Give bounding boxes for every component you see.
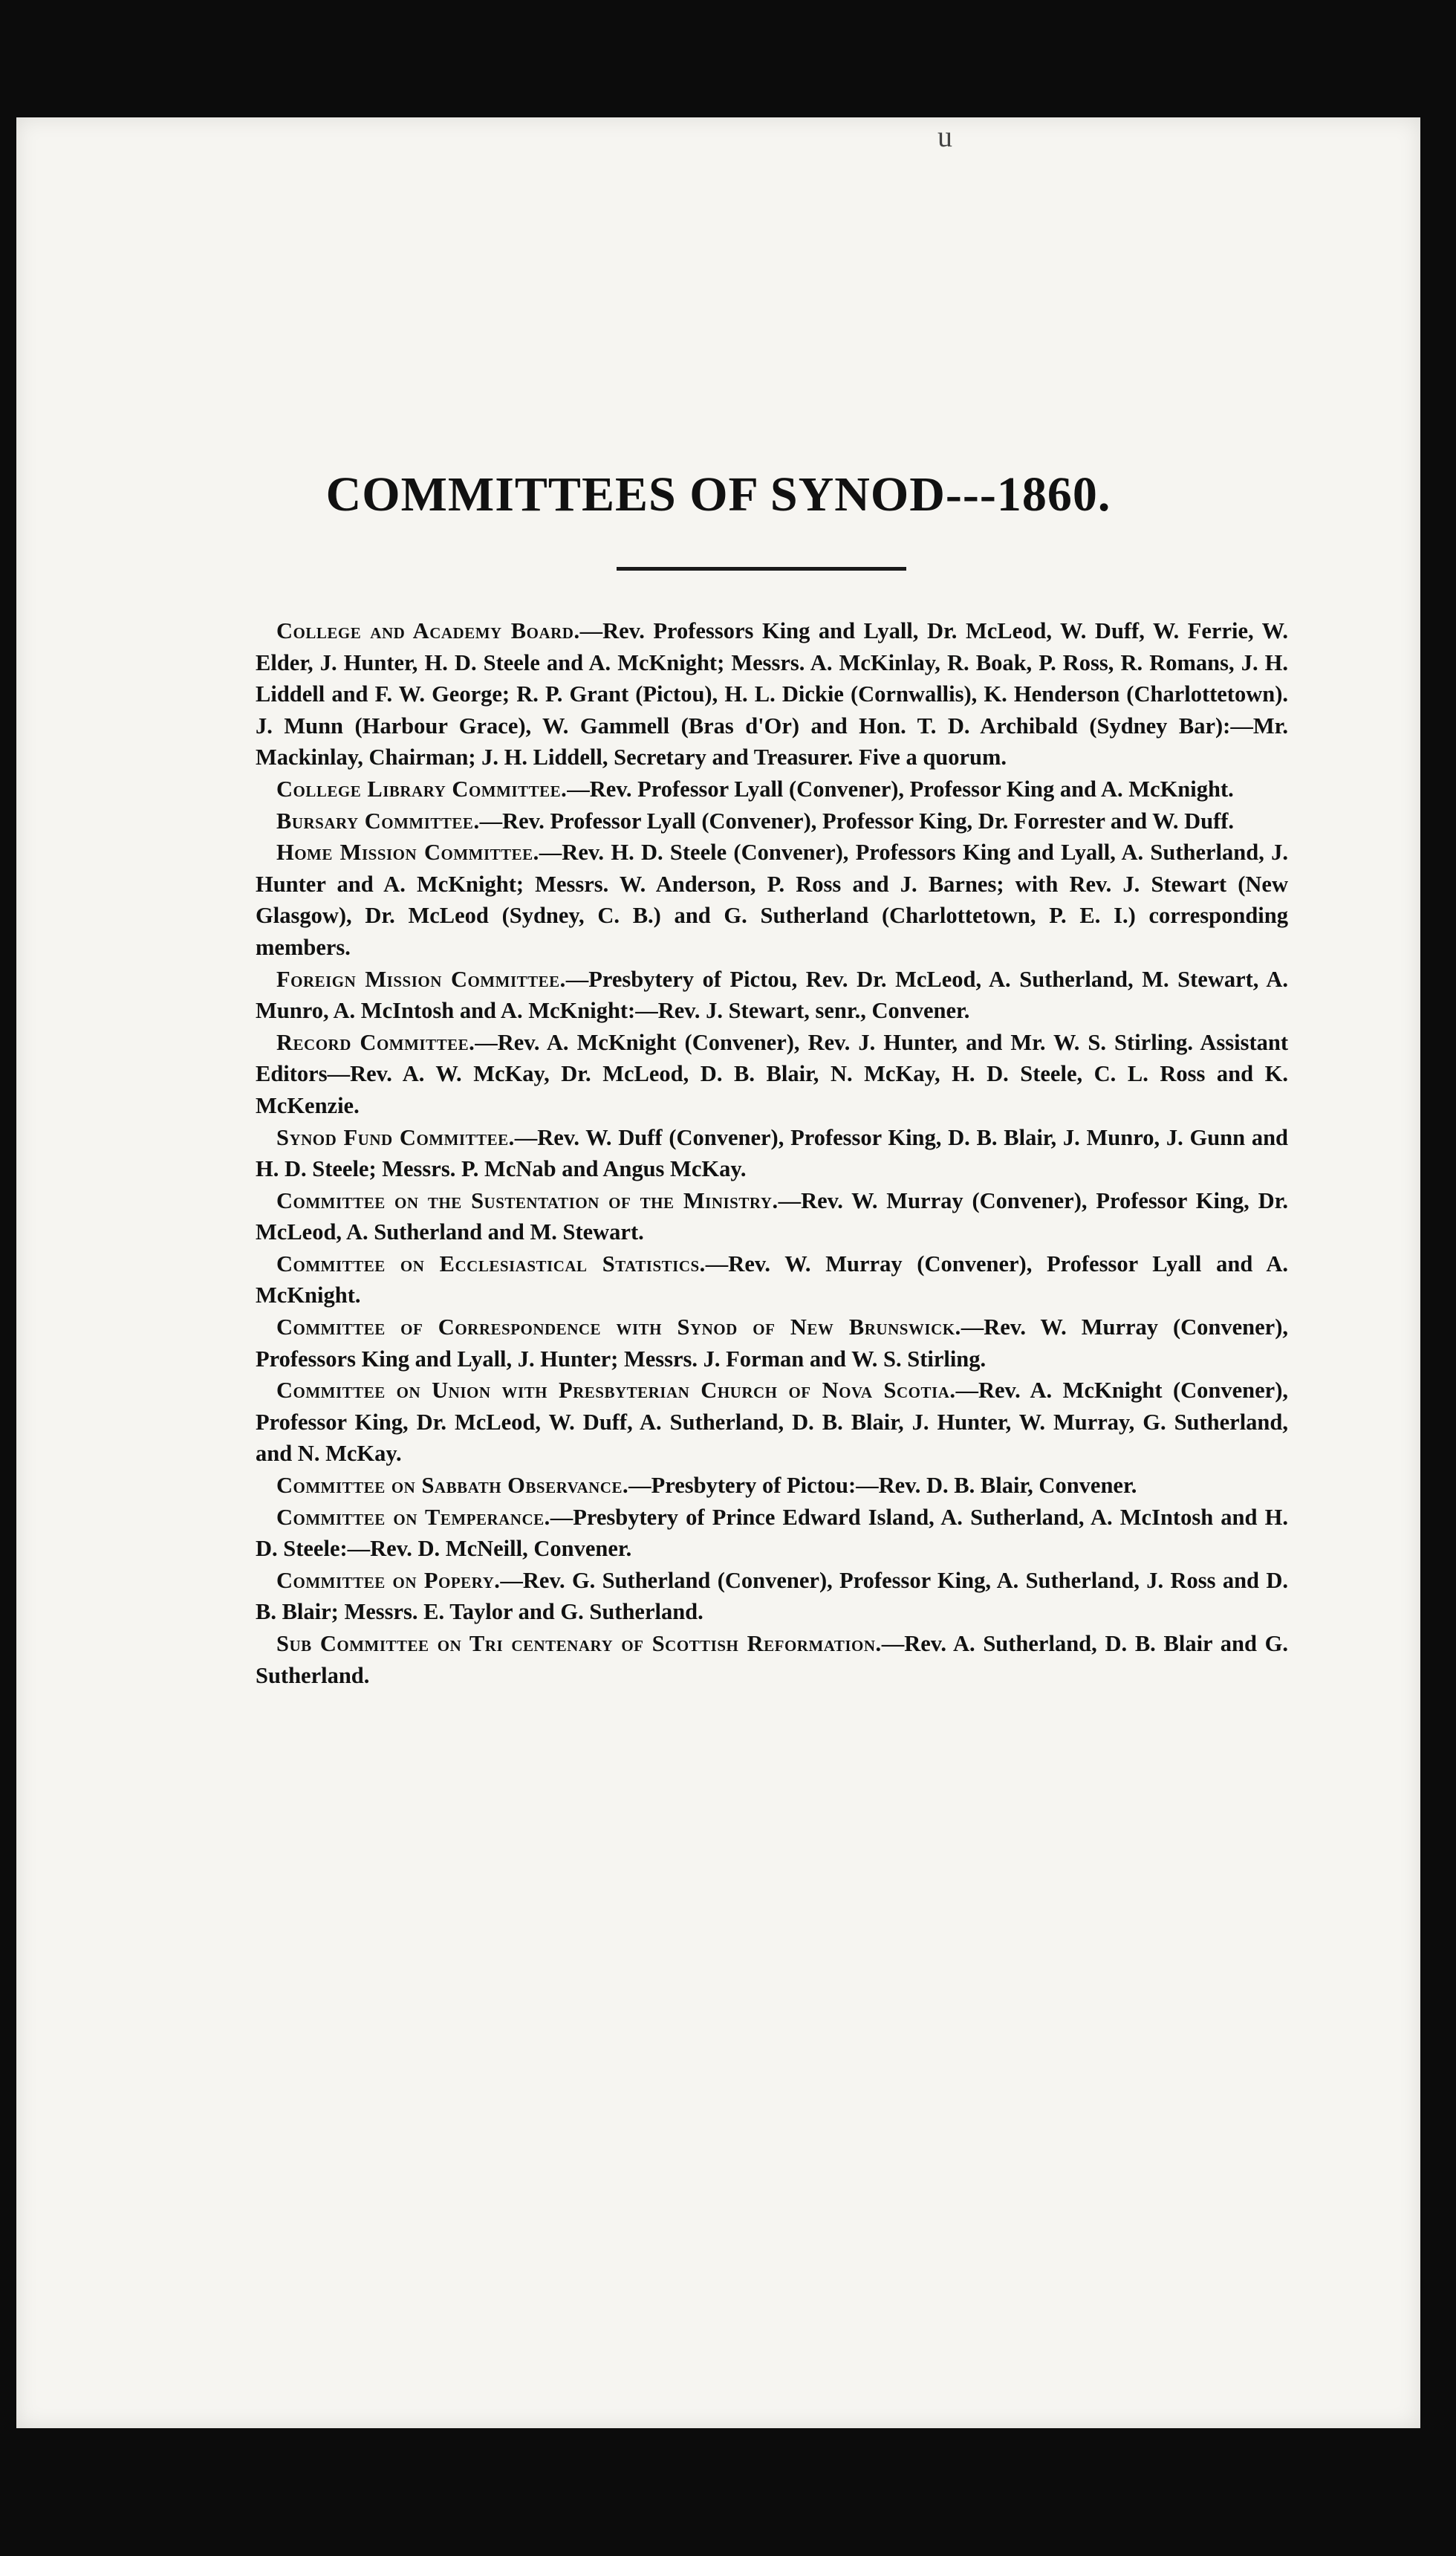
committee-name: Foreign Mission Committee. <box>276 966 566 992</box>
committee-members: —Rev. A. McKnight (Convener), Professor King, Dr. McLeod, W. Duff, A. Sutherland, D. B. Blair, J. Hunter, W. Murray, G. Sutherland, and N. McKay. <box>256 1378 1288 1467</box>
committee-entry-foreign-mission <box>256 964 1288 1027</box>
committee-members: —Rev. W. Duff (Convener), Professor King, D. B. Blair, J. Munro, J. Gunn and H. D. Steele; Messrs. P. McNab and Angus McKay. <box>256 1124 1288 1182</box>
committee-members: —Rev. G. Sutherland (Convener), Professor King, A. Sutherland, J. Ross and D. B. Blair; Messrs. E. Taylor and G. Sutherland. <box>256 1567 1288 1625</box>
committee-name: College and Academy Board. <box>276 618 580 643</box>
committee-name: Committee on Popery. <box>276 1567 501 1593</box>
committee-entry-college-academy-board <box>256 615 1288 773</box>
committee-name: College Library Committee. <box>276 776 568 802</box>
committee-name: Committee on Union with Presbyterian Church of Nova Scotia. <box>276 1378 956 1404</box>
committee-name: Committee of Correspondence with Synod of New Brunswick. <box>276 1314 961 1340</box>
committee-entry-sustentation <box>256 1185 1288 1248</box>
committee-entry-union-nova-scotia <box>256 1375 1288 1470</box>
committee-entry-home-mission <box>256 837 1288 963</box>
committee-entry-correspondence-new-brunswick <box>256 1311 1288 1375</box>
committee-members: —Rev. H. D. Steele (Convener), Professors King and Lyall, A. Sutherland, J. Hunter and A. McKnight; Messrs. W. Anderson, P. Ross and J. Barnes; with Rev. J. Stewart (New Glasgow), Dr. McLeod (Sydney, C. B.) and G. Sutherland (Charlottetown, P. E. I.) corresponding members. <box>256 840 1288 960</box>
committee-name: Committee on Sabbath Observance. <box>276 1473 629 1499</box>
page-mark: u <box>937 120 952 153</box>
title-rule <box>617 567 906 571</box>
committee-entry-sabbath-observance <box>256 1470 1288 1502</box>
committee-members: —Rev. W. Murray (Convener), Professor King, Dr. McLeod, A. Sutherland and M. Stewart. <box>256 1187 1288 1245</box>
committee-name: Committee on Temperance. <box>276 1504 550 1530</box>
committee-members: —Presbytery of Pictou, Rev. Dr. McLeod, A. Sutherland, M. Stewart, A. Munro, A. McIntosh and A. McKnight:—Rev. J. Stewart, senr., Convener. <box>256 966 1288 1024</box>
committee-entry-record <box>256 1027 1288 1122</box>
committee-members: —Presbytery of Prince Edward Island, A. Sutherland, A. McIntosh and H. D. Steele:—Rev. D. McNeill, Convener. <box>256 1504 1288 1562</box>
committee-members: —Rev. Professor Lyall (Convener), Professor King and A. McKnight. <box>567 776 1234 802</box>
committee-entry-temperance <box>256 1502 1288 1565</box>
committee-members: —Rev. Professors King and Lyall, Dr. McLeod, W. Duff, W. Ferrie, W. Elder, J. Hunter, H. D. Steele and A. McKnight; Messrs. A. McKinlay, R. Boak, P. Ross, R. Romans, J. H. Liddell and F. W. George; R. P. Grant (Pictou), H. L. Dickie (Cornwallis), K. Henderson (Charlottetown). J. Munn (Harbour Grace), W. Gammell (Bras d'Or) and Hon. T. D. Archibald (Sydney Bar):—Mr. Mackinlay, Chairman; J. H. Liddell, Secretary and Treasurer. Five a quorum. <box>256 618 1288 771</box>
committee-members: —Rev. A. McKnight (Convener), Rev. J. Hunter, and Mr. W. S. Stirling. Assistant Editors—Rev. A. W. McKay, Dr. McLeod, D. B. Blair, N. McKay, H. D. Steele, C. L. Ross and K. McKenzie. <box>256 1029 1288 1118</box>
committee-entry-popery <box>256 1565 1288 1628</box>
page-title: COMMITTEES OF SYNOD---1860. <box>325 467 1111 522</box>
committee-members: —Rev. Professor Lyall (Convener), Professor King, Dr. Forrester and W. Duff. <box>479 808 1235 834</box>
committee-name: Committee on the Sustentation of the Ministry. <box>276 1187 779 1213</box>
document-page <box>16 117 1420 2428</box>
committee-members: —Presbytery of Pictou:—Rev. D. B. Blair, Convener. <box>628 1473 1137 1499</box>
committee-name: Synod Fund Committee. <box>276 1124 515 1150</box>
committee-name: Home Mission Committee. <box>276 840 539 866</box>
committee-name: Bursary Committee. <box>276 808 480 834</box>
committee-members: —Rev. A. Sutherland, D. B. Blair and G. Sutherland. <box>256 1631 1288 1688</box>
committee-name: Record Committee. <box>276 1029 475 1055</box>
committee-list <box>256 615 1288 1691</box>
committee-entry-ecclesiastical-statistics <box>256 1248 1288 1311</box>
committee-name: Sub Committee on Tri centenary of Scottish Reformation. <box>276 1631 882 1656</box>
committee-entry-tricentenary-reformation <box>256 1628 1288 1691</box>
committee-entry-bursary <box>256 805 1288 837</box>
committee-name: Committee on Ecclesiastical Statistics. <box>276 1251 706 1277</box>
committee-members: —Rev. W. Murray (Convener), Professor Lyall and A. McKnight. <box>256 1251 1288 1308</box>
committee-entry-college-library <box>256 773 1288 805</box>
committee-members: —Rev. W. Murray (Convener), Professors King and Lyall, J. Hunter; Messrs. J. Forman and W. S. Stirling. <box>256 1314 1288 1372</box>
committee-entry-synod-fund <box>256 1122 1288 1185</box>
